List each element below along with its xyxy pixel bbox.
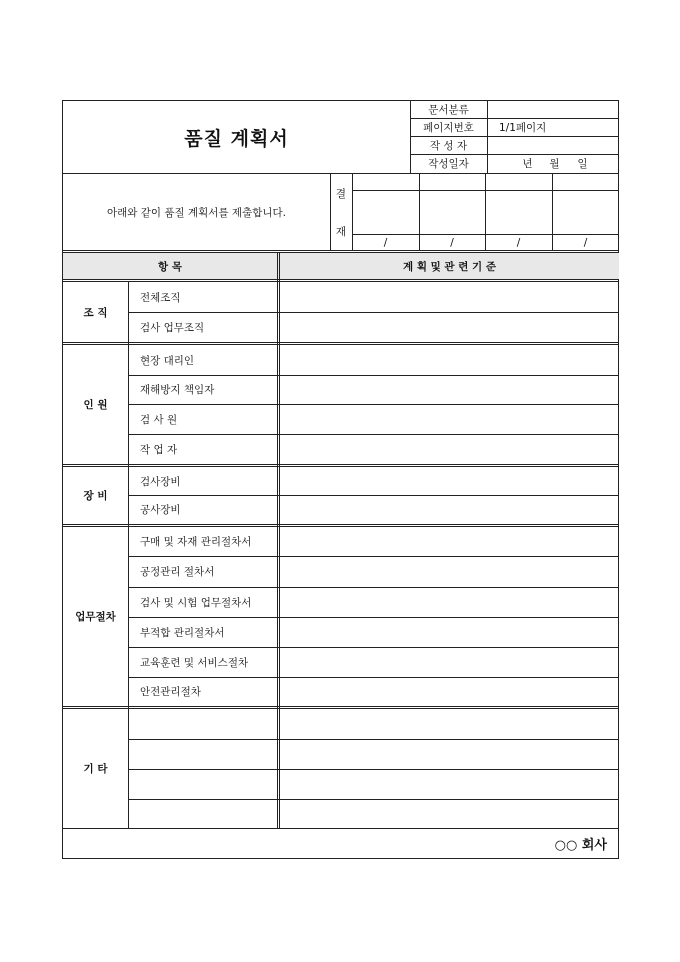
date-day: 일	[577, 158, 588, 170]
quality-plan-form	[62, 100, 619, 859]
row-item: 공정관리 절차서	[140, 566, 215, 578]
row-item: 현장 대리인	[140, 354, 195, 367]
row-item: 공사장비	[140, 504, 181, 516]
table-header-item: 항 목	[158, 260, 182, 273]
row-item: 검 사 원	[140, 413, 178, 426]
document-title: 품질 계획서	[184, 127, 289, 150]
row-item: 작 업 자	[140, 443, 178, 456]
date-month: 월	[549, 158, 560, 170]
approval-date-1[interactable]: /	[383, 236, 388, 249]
table-header-plan: 계 획 및 관 련 기 준	[403, 260, 496, 273]
doc-class-value[interactable]	[499, 101, 619, 118]
row-item: 부적합 관리절차서	[140, 626, 225, 639]
date-label: 작성일자	[428, 158, 469, 170]
row-item: 교육훈련 및 서비스절차	[140, 656, 249, 669]
doc-class-label: 문서분류	[428, 104, 469, 116]
approval-label-top: 결	[335, 187, 347, 200]
row-item[interactable]	[140, 709, 277, 739]
approval-date-2[interactable]: /	[450, 236, 454, 249]
row-item: 검사 및 시험 업무절차서	[140, 596, 252, 609]
row-item[interactable]	[140, 799, 277, 828]
approval-date-3[interactable]: /	[516, 236, 521, 249]
row-item: 안전관리절차	[140, 686, 201, 698]
row-item: 재해방지 책임자	[140, 384, 215, 396]
company-name: ○○ 회사	[554, 838, 607, 853]
row-item: 전체조직	[140, 291, 181, 304]
group-label-personnel: 인 원	[83, 399, 108, 411]
author-value[interactable]	[499, 136, 619, 154]
meta-divider	[487, 101, 488, 173]
row-item[interactable]	[140, 739, 277, 769]
row-item: 구매 및 자재 관리절차서	[140, 536, 252, 548]
approval-label-bottom: 재	[335, 225, 347, 238]
page-no-label: 페이지번호	[423, 121, 474, 134]
row-item: 검사장비	[140, 475, 181, 488]
group-label-equipment: 장 비	[83, 490, 108, 502]
row-item: 검사 업무조직	[140, 321, 205, 334]
group-label-organization: 조 직	[83, 306, 108, 319]
row-item[interactable]	[140, 769, 277, 799]
page-no-value: 1/1페이지	[499, 121, 547, 134]
group-label-procedures: 업무절차	[75, 611, 116, 623]
date-year: 년	[522, 158, 533, 170]
submission-text: 아래와 같이 품질 계획서를 제출합니다.	[107, 206, 286, 219]
author-label: 작 성 자	[429, 139, 468, 152]
approval-date-4[interactable]: /	[583, 236, 588, 249]
group-label-others: 기 타	[83, 763, 108, 775]
